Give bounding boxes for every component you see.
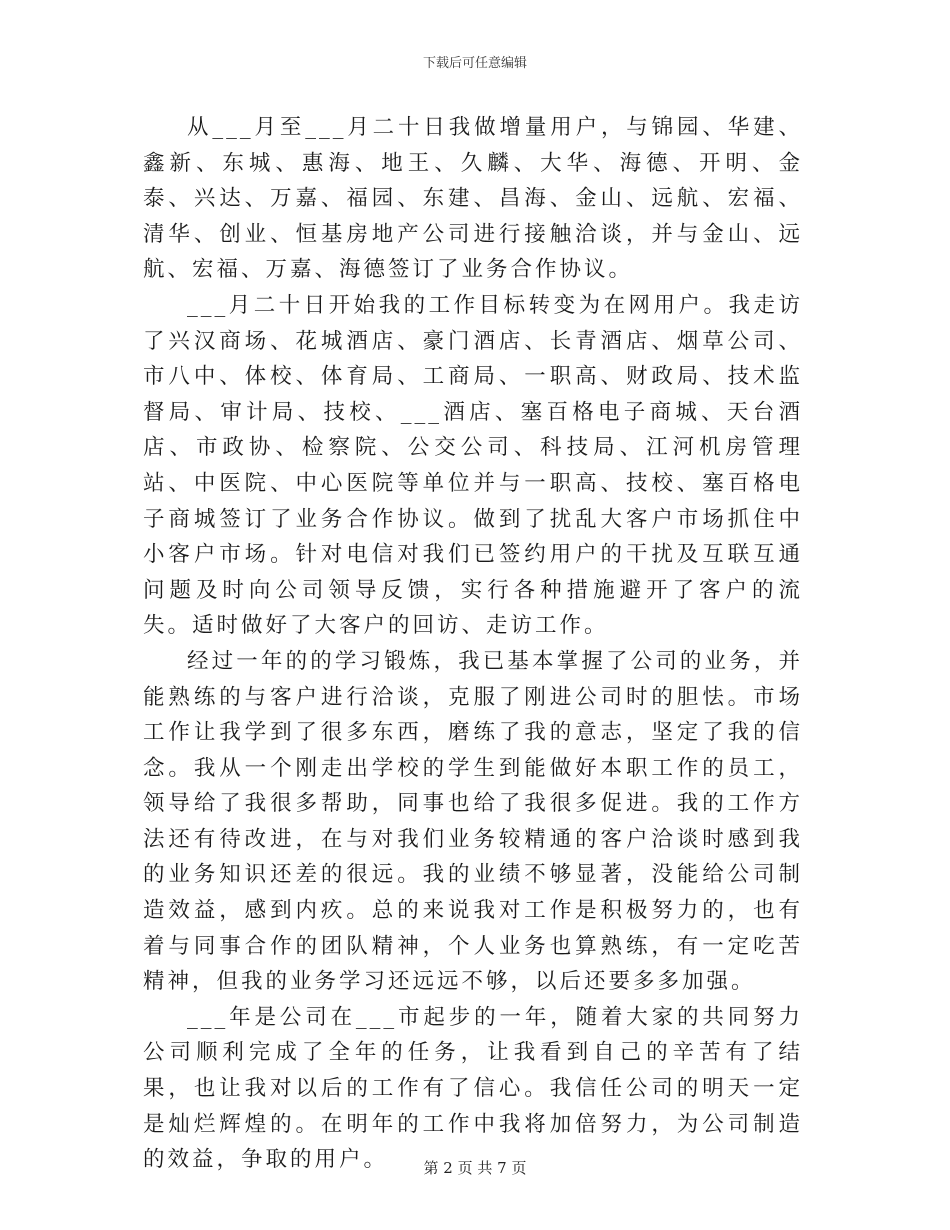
paragraph-1: 从___月至___月二十日我做增量用户，与锦园、华建、鑫新、东城、惠海、地王、久麟、大华、海德、开明、金泰、兴达、万嘉、福园、东建、昌海、金山、远航、宏福、清华、创业、恒基房地产公司进行接触洽谈，并与金山、远航、宏福、万嘉、海德签订了业务合作协议。 — [143, 115, 803, 283]
page-header: 下载后可任意编辑 — [422, 56, 527, 71]
page-number-footer: 第 2 页 共 7 页 — [423, 1159, 527, 1177]
document-body — [143, 110, 803, 1178]
paragraph-4: ___年是公司在___市起步的一年，随着大家的共同努力公司顺利完成了全年的任务，让我看到自己的辛苦有了结果，也让我对以后的工作有了信心。我信任公司的明天一定是灿烂辉煌的。在明年的工作中我将加倍努力，为公司制造的效益，争取的用户。 — [143, 1004, 803, 1173]
paragraph-3: 经过一年的的学习锻炼，我已基本掌握了公司的业务，并能熟练的与客户进行洽谈，克服了刚进公司时的胆怯。市场工作让我学到了很多东西，磨练了我的意志，坚定了我的信念。我从一个刚走出学校的学生到能做好本职工作的员工，领导给了我很多帮助，同事也给了我很多促进。我的工作方法还有待改进，在与对我们业务较精通的客户洽谈时感到我的业务知识还差的很远。我的业绩不够显著，没能给公司制造效益，感到内疚。总的来说我对工作是积极努力的，也有着与同事合作的团队精神，个人业务也算熟练，有一定吃苦精神，但我的业务学习还远远不够，以后还要多多加强。 — [143, 648, 803, 995]
paragraph-2: ___月二十日开始我的工作目标转变为在网用户。我走访了兴汉商场、花城酒店、豪门酒店、长青酒店、烟草公司、市八中、体校、体育局、工商局、一职高、财政局、技术监督局、审计局、技校、___酒店、塞百格电子商城、天台酒店、市政协、检察院、公交公司、科技局、江河机房管理站、中医院、中心医院等单位并与一职高、技校、塞百格电子商城签订了业务合作协议。做到了扰乱大客户市场抓住中小客户市场。针对电信对我们已签约用户的干扰及互联互通问题及时向公司领导反馈，实行各种措施避开了客户的流失。适时做好了大客户的回访、走访工作。 — [143, 292, 803, 639]
